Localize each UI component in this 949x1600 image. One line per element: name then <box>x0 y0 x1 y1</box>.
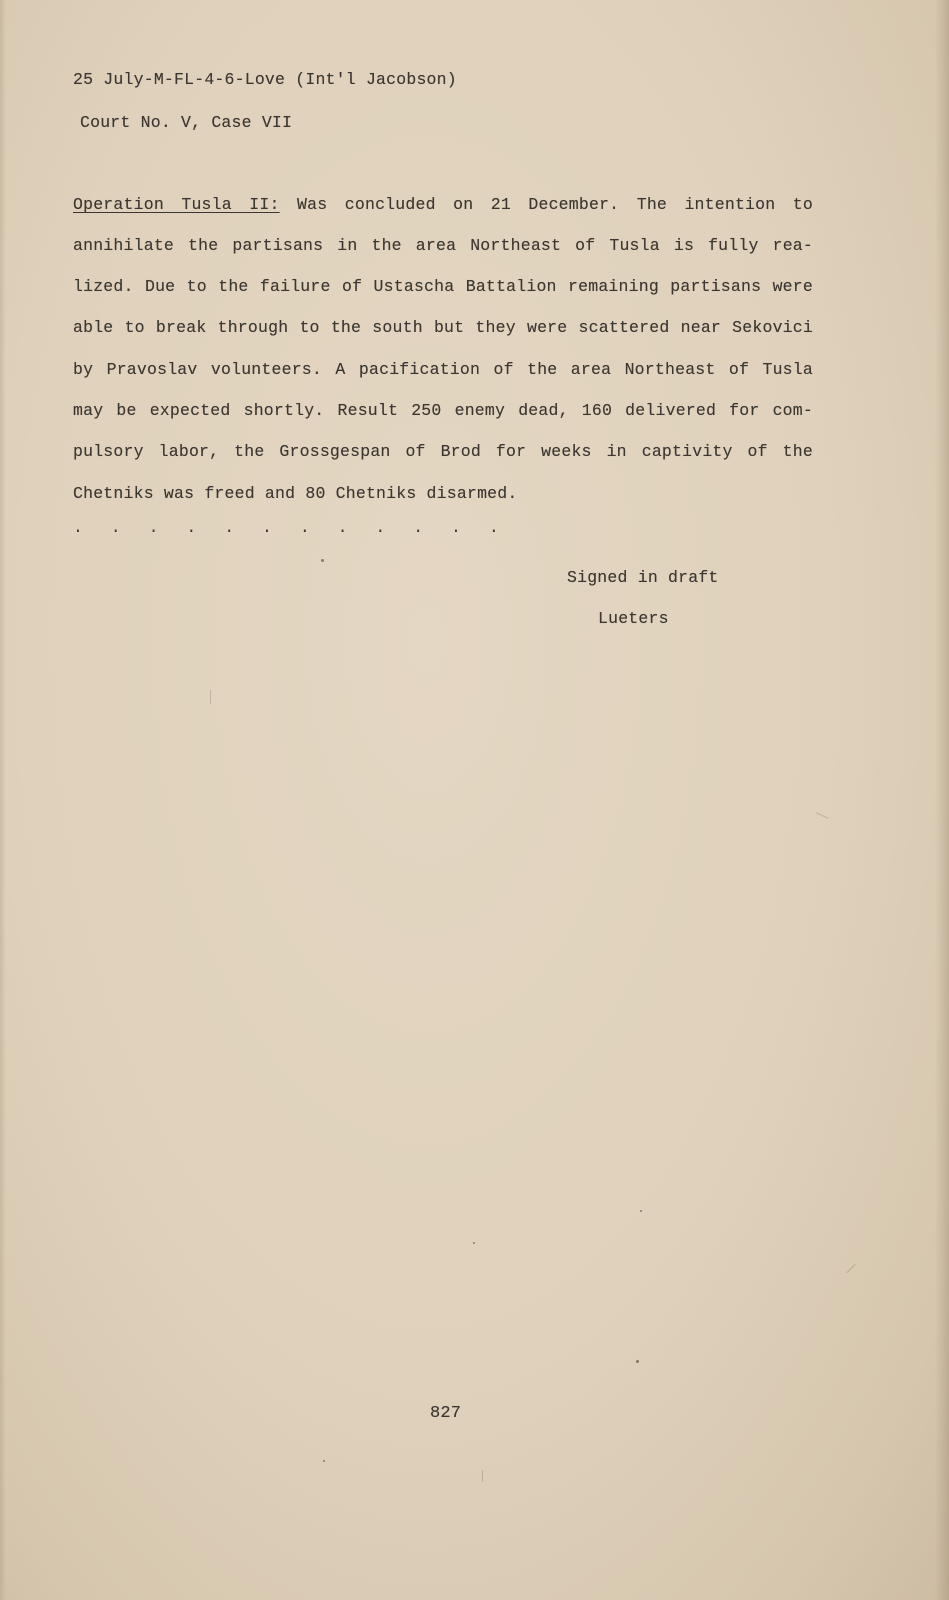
paragraph-line-1-text: Was concluded on 21 December. The intention to <box>297 195 813 214</box>
page-left-edge-shadow <box>0 0 6 1600</box>
page-number: 827 <box>430 1404 462 1423</box>
paper-scratch <box>210 690 211 704</box>
separator-dots: . . . . . . . . . . . . <box>73 518 508 537</box>
paper-speck <box>473 1242 475 1244</box>
paper-speck <box>640 1210 642 1212</box>
paper-scratch <box>846 1264 855 1273</box>
signer-name: Lueters <box>598 609 669 628</box>
paragraph-line-3: lized. Due to the failure of Ustascha Battalion remaining partisans were <box>73 277 813 296</box>
paragraph-line-7: pulsory labor, the Grossgespan of Brod for weeks in captivity of the <box>73 442 813 461</box>
paragraph-line-6: may be expected shortly. Result 250 enemy dead, 160 delivered for com- <box>73 401 813 420</box>
page-right-edge-shadow <box>935 0 949 1600</box>
paragraph-line-2: annihilate the partisans in the area Northeast of Tusla is fully rea- <box>73 236 813 255</box>
document-header-reference: 25 July-M-FL-4-6-Love (Int'l Jacobson) <box>73 70 457 89</box>
paper-scratch <box>815 812 828 819</box>
paper-speck <box>321 559 324 562</box>
paper-speck <box>636 1360 639 1363</box>
paper-speck <box>323 1460 325 1462</box>
operation-title: Operation Tusla II: <box>73 195 280 214</box>
paragraph-line-8: Chetniks was freed and 80 Chetniks disarmed. <box>73 484 518 503</box>
paper-scratch <box>482 1470 483 1482</box>
court-case-line: Court No. V, Case VII <box>80 113 293 132</box>
signature-note: Signed in draft <box>567 568 719 587</box>
paragraph-line-5: by Pravoslav volunteers. A pacification of the area Northeast of Tusla <box>73 360 813 379</box>
paragraph-line-4: able to break through to the south but they were scattered near Sekovici <box>73 318 813 337</box>
paragraph-line-1 <box>73 195 813 214</box>
